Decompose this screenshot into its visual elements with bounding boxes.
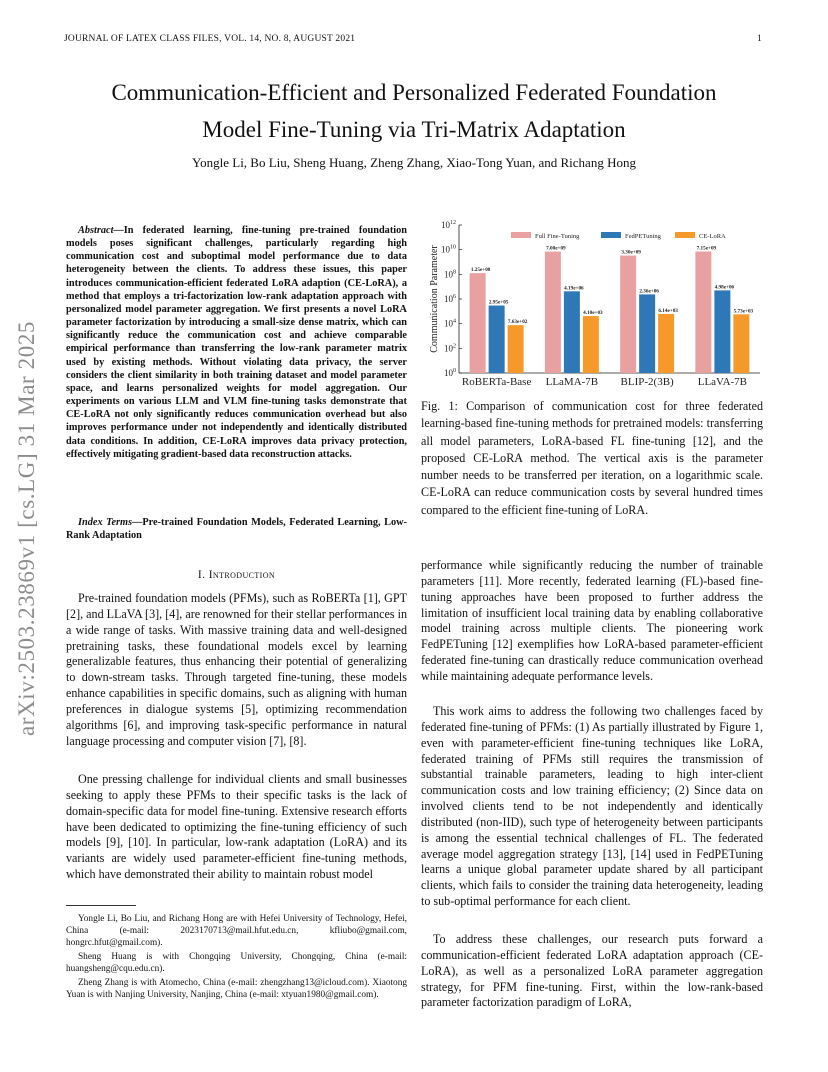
data-label: 7.15e+09	[696, 245, 717, 252]
y-tick-label: $10^2$	[444, 343, 456, 354]
running-head: JOURNAL OF LATEX CLASS FILES, VOL. 14, NO. 8, AUGUST 2021	[64, 34, 356, 44]
data-label: 4.19e+06	[564, 285, 584, 292]
index-terms-text: —Pre-trained Foundation Models, Federated Learning, Low-Rank Adaptation	[66, 517, 407, 542]
data-label: 5.73e+03	[733, 308, 754, 315]
section-number: I.	[197, 569, 206, 581]
y-axis-label: Communication Parameter	[429, 245, 440, 353]
section-title: Introduction	[208, 569, 276, 581]
data-label: 2.36e+06	[639, 288, 659, 295]
bar	[508, 325, 524, 373]
data-label: 1.25e+08	[470, 267, 491, 274]
figure-1-chart	[425, 219, 763, 391]
legend-label: Full Fine-Tuning	[535, 233, 580, 240]
arxiv-identifier[interactable]: arXiv:2503.23869v1 [cs.LG] 31 Mar 2025	[14, 320, 39, 736]
footnote-2: Sheng Huang is with Chongqing University, Chongqing, China (e-mail: huangsheng@cqu.edu.cn).	[66, 952, 407, 974]
data-label: 7.00e+09	[546, 245, 566, 252]
paper-title	[60, 74, 768, 148]
legend-label: CE-LoRA	[699, 233, 726, 240]
bar	[733, 314, 749, 373]
data-label: 6.14e+03	[658, 307, 678, 314]
data-label: 3.30e+09	[621, 249, 641, 256]
footnotes	[66, 913, 407, 1003]
data-label: 7.63e+02	[507, 319, 528, 326]
figure-1-caption: Fig. 1: Comparison of communication cost for three federated learning-based fine-tuning methods for pretrained models: transferring all model parameters, LoRA-based FL fine-tuning [12], and the proposed CE-LoRA method. The vertical axis is the parameter number needs to be transferred per iteration, on a logarithmic scale. CE-LoRA can reduce communication costs by several hundred times compared to the efficient fine-tuning of LoRA.	[421, 399, 763, 517]
page-number: 1	[757, 34, 762, 44]
x-tick-label: RoBERTa-Base	[461, 376, 532, 388]
bar	[714, 290, 730, 373]
index-terms-label: Index Terms	[78, 517, 133, 528]
intro-paragraph-3: performance while significantly reducing the number of trainable parameters [11]. More recently, federated learning (FL)-based fine-tuning approaches have been proposed to further address the limitation of insufficient local training data by enabling collaborative model training across multiple clients. The pioneering work FedPETuning [12] exemplifies how LoRA-based parameter-efficient federated fine-tuning can drastically reduce communication overhead while maintaining adequate performance levels.	[421, 558, 763, 683]
bar	[545, 252, 561, 373]
x-tick-label: BLIP-2(3B)	[620, 376, 674, 388]
author-list: Yongle Li, Bo Liu, Sheng Huang, Zheng Zhang, Xiao-Tong Yuan, and Richang Hong	[192, 155, 636, 170]
legend-swatch	[675, 232, 695, 238]
footnote-1: Yongle Li, Bo Liu, and Richang Hong are with Hefei University of Technology, Hefei, China (e-mail: 2023170713@mail.hfut.edu.cn, kfliubo@gmail.com, hongrc.hfut@gmail.com).	[66, 914, 407, 948]
intro-paragraph-4: This work aims to address the following two challenges faced by federated fine-tuning of PFMs: (1) As partially illustrated by Figure 1, even with parameter-efficient fine-tuning techniques like LoRA, federated training of PFMs still requires the transmission of substantial trainable parameters, leading to high inter-client communication costs and low training efficiency; (2) Since data on involved clients tend to be not independently and identically distributed (non-IID), such type of heterogeneity between participants is among the essential technical challenges of FL. The federated average model aggregation strategy [13], [14] used in FedPETuning learns a unique global parameter update shared by all participant clients, which fails to consider the training data heterogeneity, leading to sub-optimal performance for each client.	[421, 704, 763, 909]
legend-swatch	[601, 232, 621, 238]
bar	[639, 294, 655, 373]
intro-paragraph-1: Pre-trained foundation models (PFMs), such as RoBERTa [1], GPT [2], and LLaVA [3], [4], are renowned for their stellar performances in a wide range of tasks. With massive training data and well-designed pretraining tasks, these foundational models excel by learning generalizable features, thus enhancing their potential of generalizing to down-stream tasks. Through targeted fine-tuning, these models enhance capabilities in specific domains, such as aligning with human preferences in dialogue systems [5], optimizing recommendation algorithms [6], and improving task-specific performance in natural language processing and computer vision [7], [8].	[66, 591, 407, 748]
y-tick-label: $10^{10}$	[441, 244, 456, 255]
bar	[620, 256, 636, 373]
data-label: 4.98e+06	[714, 284, 735, 291]
bar	[470, 273, 486, 373]
bar	[658, 314, 674, 373]
y-tick-label: $10^6$	[444, 294, 456, 304]
footnote-3: Zheng Zhang is with Atomecho, China (e-mail: zhengzhang13@icloud.com). Xiaotong Yuan is with Nanjing University, Nanjing, China (e-mail: xtyuan1980@gmail.com).	[66, 978, 407, 1000]
bar	[583, 316, 599, 373]
data-label: 4.10e+03	[583, 310, 603, 317]
title-line-1: Communication-Efficient and Personalized Federated Foundation	[111, 80, 717, 105]
data-label: 2.95e+05	[488, 299, 509, 306]
abstract	[66, 224, 407, 461]
bar-chart	[425, 219, 763, 391]
index-terms	[66, 516, 407, 542]
y-tick-label: $10^4$	[444, 318, 456, 329]
footnote-rule	[66, 905, 136, 906]
legend-label: FedPETuning	[625, 233, 661, 240]
legend-swatch	[511, 232, 531, 238]
x-tick-label: LLaMA-7B	[545, 376, 599, 388]
abstract-text: —In federated learning, fine-tuning pre-trained foundation models poses significant challenges, particularly regarding high communication cost and suboptimal model performance due to data heterogeneity between the clients. To address these issues, this paper introduces communication-efficient federated LoRA adaption (CE-LoRA), a method that employs a tri-factorization low-rank adaptation approach with personalized model parameter aggregation. We first presents a novel LoRA parameter factorization by introducing a small-size dense matrix, which can significantly reduce the communication cost and achieve comparable empirical performance than transferring the low-rank parameter matrix used by existing methods. Without violating data privacy, the server considers the client similarity in both training dataset and model parameter space, and learns personalized weights for model aggregation. Our experiments on various LLM and VLM fine-tuning tasks demonstrate that CE-LoRA not only significantly reduces communication overhead but also improves performance under not independently and identically distributed data conditions. In addition, CE-LoRA improves data privacy protection, effectively mitigating gradient-based data reconstruction attacks.	[66, 225, 407, 460]
intro-paragraph-5: To address these challenges, our research puts forward a communication-efficient federated LoRA adaptation approach (CE-LoRA), as well as a personalized LoRA parameter aggregation strategy, for PFM fine-tuning. First, within the low-rank-based parameter factorization paradigm of LoRA,	[421, 932, 763, 1010]
section-heading	[66, 569, 407, 581]
y-tick-label: $10^0$	[444, 368, 456, 378]
y-tick-label: $10^{12}$	[441, 220, 456, 230]
bar	[489, 306, 505, 373]
abstract-label: Abstract	[78, 225, 114, 236]
title-line-2: Model Fine-Tuning via Tri-Matrix Adaptation	[202, 117, 626, 142]
y-tick-label: $10^8$	[444, 269, 456, 280]
intro-paragraph-2: One pressing challenge for individual clients and small businesses seeking to apply these PFMs to their specific tasks is the lack of domain-specific data for model fine-tuning. Extensive research efforts have been dedicated to optimizing the fine-tuning efficiency of such models [9], [10]. In particular, low-rank adaptation (LoRA) and its variants are widely used parameter-efficient fine-tuning methods, which have demonstrated their ability to maintain robust model	[66, 772, 407, 882]
x-tick-label: LLaVA-7B	[697, 376, 748, 388]
bar	[695, 251, 711, 373]
bar	[564, 291, 580, 373]
